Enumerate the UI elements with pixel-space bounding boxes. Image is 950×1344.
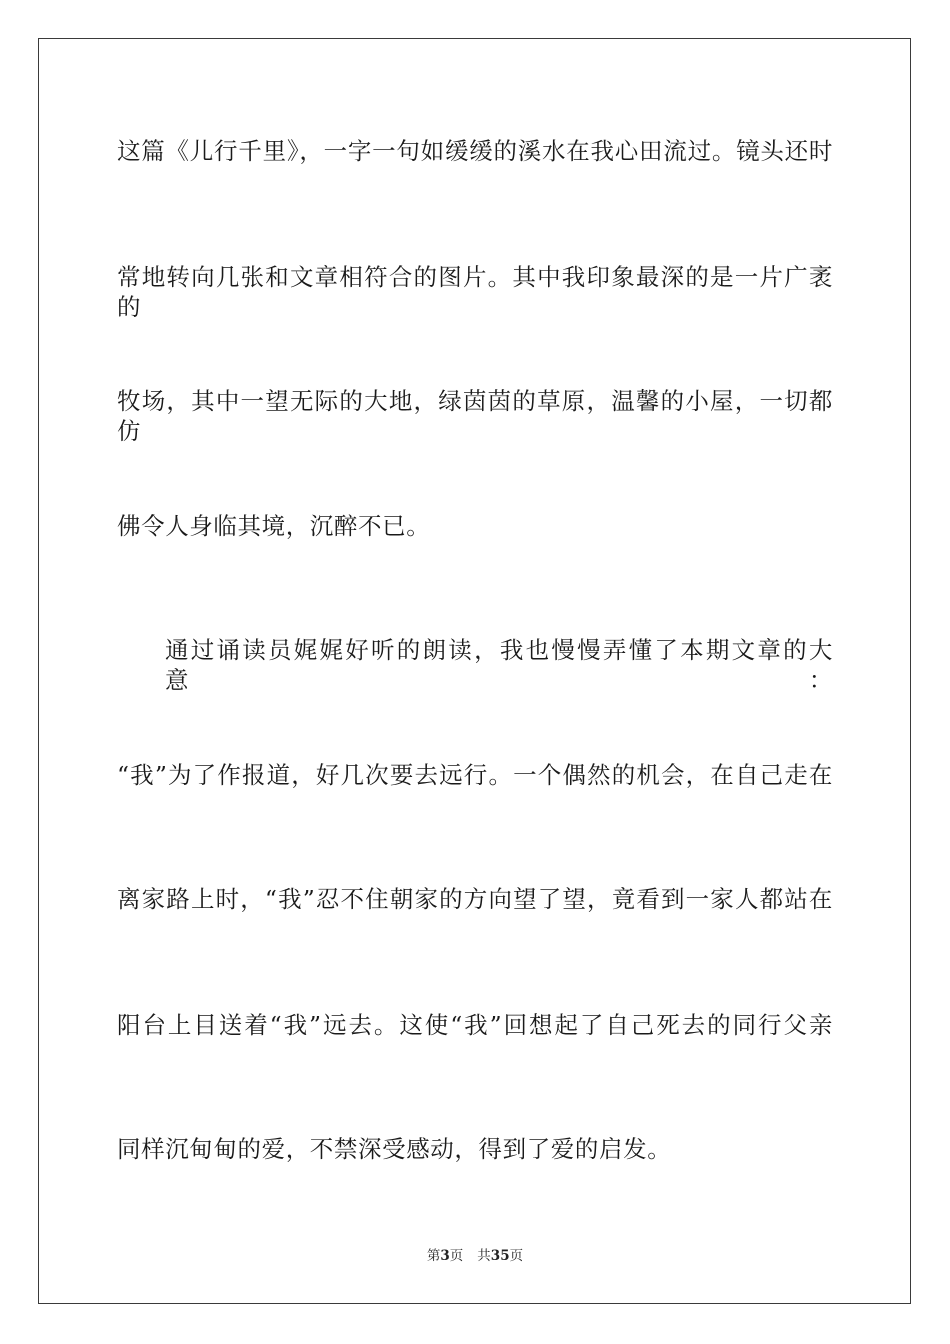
current-page-number: 3 [440,1248,450,1264]
total-pages-number: 35 [490,1248,510,1264]
page-prefix: 第 [426,1248,441,1264]
paragraph-line: 阳台上目送着“我”远去。这使“我”回想起了自己死去的同行父亲 [117,1011,833,1039]
paragraph-line: “我”为了作报道，好几次要去远行。一个偶然的机会，在自己走在 [117,761,833,789]
paragraph-line: 牧场，其中一望无际的大地，绿茵茵的草原，温馨的小屋，一切都仿 [117,387,833,445]
paragraph-line: 佛令人身临其境，沉醉不已。 [117,512,431,540]
paragraph-line: 通过诵读员娓娓好听的朗读，我也慢慢弄懂了本期文章的大意： [165,636,833,694]
paragraph-line: 同样沉甸甸的爱，不禁深受感动，得到了爱的启发。 [117,1135,672,1163]
paragraph-line: 常地转向几张和文章相符合的图片。其中我印象最深的是一片广袤的 [117,263,833,321]
page-footer [0,1247,950,1265]
total-suffix: 页 [509,1248,524,1264]
page-suffix: 页 [449,1248,464,1264]
paragraph-line: 这篇《儿行千里》，一字一句如缓缓的溪水在我心田流过。镜头还时 [117,137,833,165]
paragraph-line: 离家路上时，“我”忍不住朝家的方向望了望，竟看到一家人都站在 [117,885,833,913]
total-prefix: 共 [477,1248,491,1264]
